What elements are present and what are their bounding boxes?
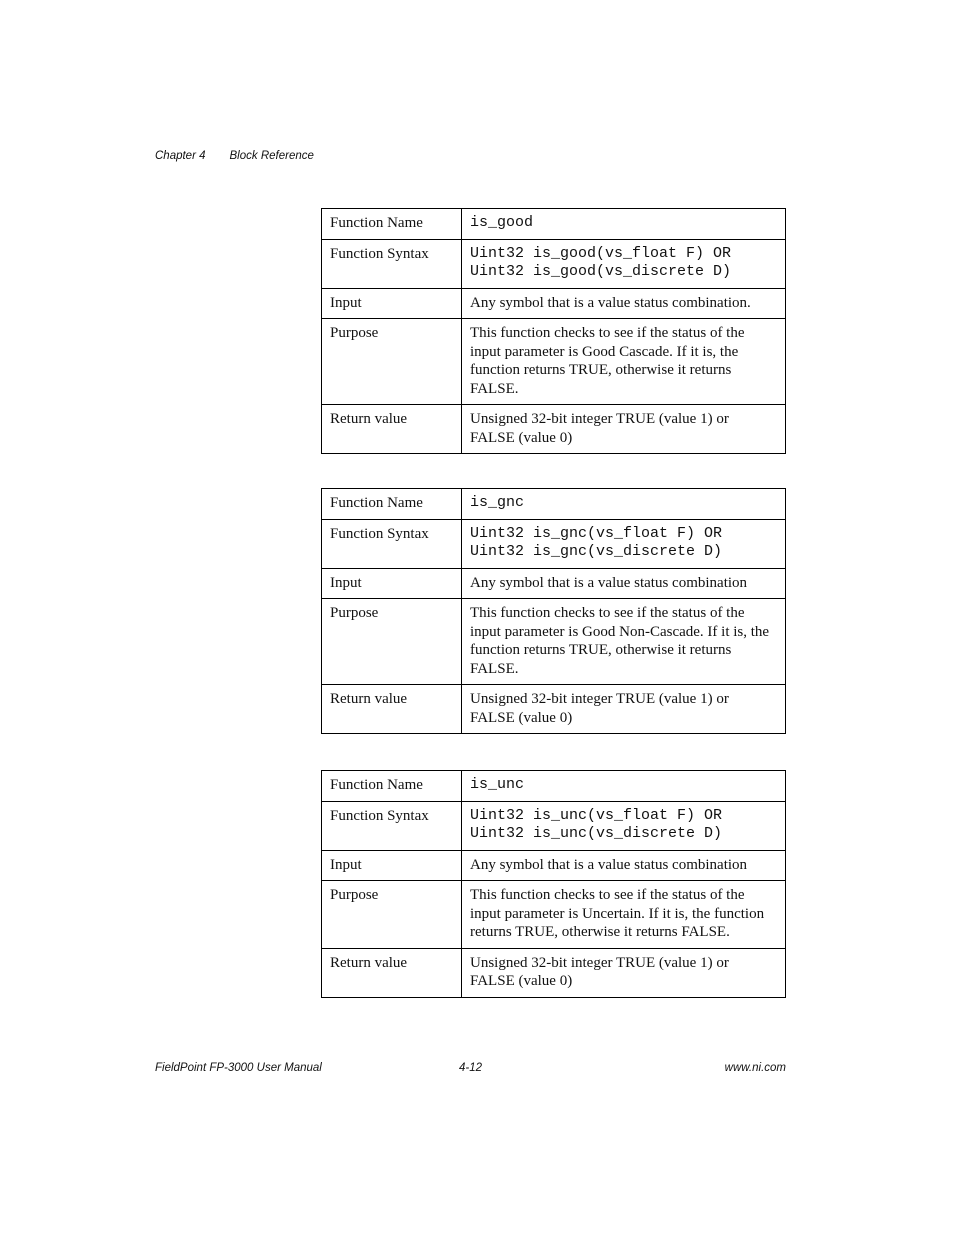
- return-value: Unsigned 32-bit integer TRUE (value 1) or FALSE (value 0): [462, 405, 786, 454]
- row-label: Input: [322, 568, 462, 599]
- function-syntax-value: [462, 239, 786, 288]
- table-row: [322, 405, 786, 454]
- table-row: [322, 801, 786, 850]
- table-row: [322, 771, 786, 802]
- table-row: [322, 288, 786, 319]
- syntax-line: Uint32 is_good(vs_discrete D): [470, 263, 732, 280]
- function-name-value: is_gnc: [462, 489, 786, 520]
- row-label: Function Syntax: [322, 801, 462, 850]
- section-title: Block Reference: [229, 150, 314, 162]
- table-row: [322, 881, 786, 949]
- syntax-line: Uint32 is_unc(vs_float F) OR: [470, 806, 723, 824]
- row-label: Purpose: [322, 319, 462, 405]
- function-table-is-gnc: [321, 488, 786, 734]
- table-row: [322, 209, 786, 240]
- row-label: Function Name: [322, 771, 462, 802]
- function-name-value: is_good: [462, 209, 786, 240]
- running-header: [155, 150, 314, 162]
- purpose-value: This function checks to see if the status of the input parameter is Good Cascade. If it is, the function returns TRUE, otherwise it returns FALSE.: [462, 319, 786, 405]
- table-row: [322, 948, 786, 997]
- row-label: Input: [322, 850, 462, 881]
- table-row: [322, 685, 786, 734]
- row-label: Purpose: [322, 599, 462, 685]
- return-value: Unsigned 32-bit integer TRUE (value 1) or FALSE (value 0): [462, 685, 786, 734]
- footer-page-number: 4-12: [459, 1062, 483, 1074]
- footer-manual-title: FieldPoint FP-3000 User Manual: [155, 1062, 322, 1074]
- table-row: [322, 319, 786, 405]
- row-label: Function Name: [322, 209, 462, 240]
- function-syntax-value: [462, 519, 786, 568]
- table-row: [322, 489, 786, 520]
- table-row: [322, 568, 786, 599]
- row-label: Return value: [322, 685, 462, 734]
- input-value: Any symbol that is a value status combination: [462, 850, 786, 881]
- syntax-line: Uint32 is_unc(vs_discrete D): [470, 825, 723, 842]
- table-row: [322, 850, 786, 881]
- footer-url: www.ni.com: [724, 1062, 786, 1074]
- table-row: [322, 519, 786, 568]
- purpose-value: This function checks to see if the status of the input parameter is Uncertain. If it is, the function returns TRUE, otherwise it returns FALSE.: [462, 881, 786, 949]
- syntax-line: Uint32 is_gnc(vs_discrete D): [470, 543, 723, 560]
- row-label: Input: [322, 288, 462, 319]
- function-syntax-value: [462, 801, 786, 850]
- row-label: Return value: [322, 948, 462, 997]
- row-label: Function Syntax: [322, 239, 462, 288]
- chapter-label: Chapter 4: [155, 150, 206, 162]
- row-label: Return value: [322, 405, 462, 454]
- input-value: Any symbol that is a value status combination: [462, 568, 786, 599]
- function-table-is-good: [321, 208, 786, 454]
- purpose-value: This function checks to see if the status of the input parameter is Good Non-Cascade. If it is, the function returns TRUE, otherwise it returns FALSE.: [462, 599, 786, 685]
- input-value: Any symbol that is a value status combination.: [462, 288, 786, 319]
- table-row: [322, 239, 786, 288]
- table-row: [322, 599, 786, 685]
- syntax-line: Uint32 is_gnc(vs_float F) OR: [470, 524, 723, 542]
- row-label: Function Syntax: [322, 519, 462, 568]
- return-value: Unsigned 32-bit integer TRUE (value 1) or FALSE (value 0): [462, 948, 786, 997]
- function-name-value: is_unc: [462, 771, 786, 802]
- row-label: Function Name: [322, 489, 462, 520]
- row-label: Purpose: [322, 881, 462, 949]
- function-table-is-unc: [321, 770, 786, 998]
- syntax-line: Uint32 is_good(vs_float F) OR: [470, 244, 732, 262]
